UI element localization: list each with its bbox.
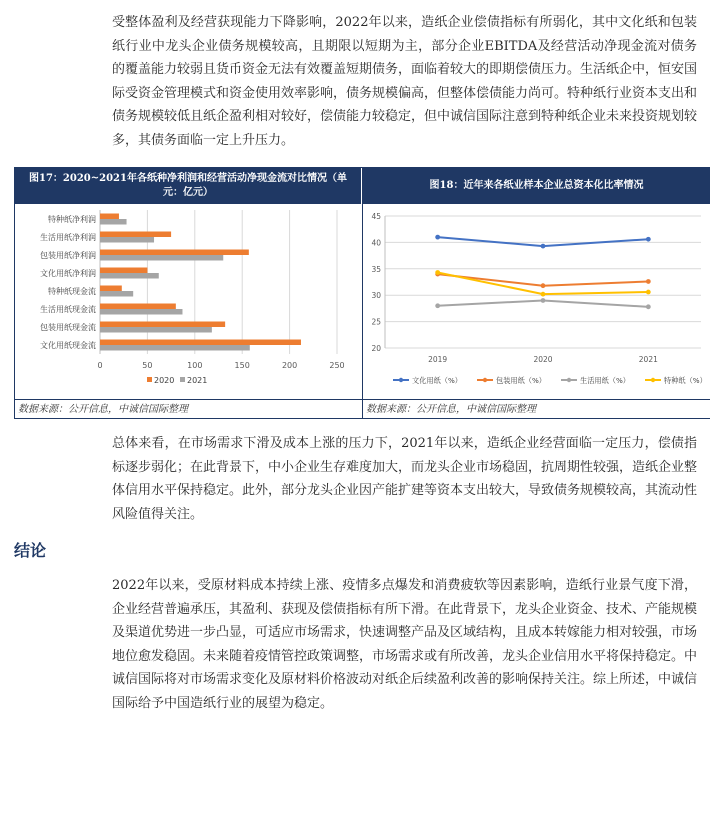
category-label: 包装用纸净利润 [40,251,96,260]
data-point [541,298,546,303]
legend-swatch [147,377,152,382]
figure18-title: 图18：近年来各纸业样本企业总资本化比率情况 [363,168,710,204]
data-point [646,304,651,309]
bar-2020 [100,250,249,256]
x-tick-label: 150 [234,361,250,370]
intro-paragraph: 受整体盈利及经营获现能力下降影响，2022年以来，造纸企业偿债指标有所弱化，其中文化纸和包装纸行业中龙头企业债务规模较高，且期限以短期为主，部分企业EBITDA及经营活动净现金流对债务的覆盖能力较弱且货币资金无法有效覆盖短期债务，面临着较大的即期偿债压力。生活纸企中，恒安国际受资金管理模式和资金使用效率影响，债务规模偏高，但整体偿债能力尚可。特种纸行业资本支出和债务规模较低且纸企盈利相对较好，偿债能力较稳定，但中诚信国际注意到特种纸企业未来投资规划较多，其债务面临一定上升压力。 [112,15,698,148]
legend-label: 包装用纸（%） [496,376,546,385]
section-heading: 结论 [14,541,47,560]
category-label: 文化用纸现金流 [40,341,96,350]
y-tick-label: 45 [371,212,381,221]
summary-paragraph: 总体来看，在市场需求下滑及成本上涨的压力下，2021年以来，造纸企业经营面临一定压力，偿债指标逐步弱化；在此背景下，中小企业生存难度加大，而龙头企业市场稳固，抗周期性较强，造纸企业整体信用水平保持稳定。此外，部分龙头企业因产能扩建等资本支出较大，导致债务规模较高，其流动性风险值得关注。 [112,436,698,522]
bar-2020 [100,232,171,238]
data-point [646,290,651,295]
data-point [541,292,546,297]
bar-2020 [100,340,301,346]
legend-swatch-marker [651,378,655,382]
x-tick-label: 50 [142,361,153,370]
conclusion-paragraph: 2022年以来，受原材料成本持续上涨、疫情多点爆发和消费疲软等因素影响，造纸行业景气度下滑，企业经营普遍承压，其盈利、获现及偿债指标有所下滑。在此背景下，龙头企业资金、技术、产能规模及渠道优势进一步凸显，可适应市场需求，快速调整产品及区域结构，且成本转嫁能力相对较强，市场地位愈发稳固。未来随着疫情管控政策调整，市场需求或有所改善，龙头企业信用水平将保持稳定。中诚信国际将对市场需求变化及原材料价格波动对纸企后续盈利改善的影响保持关注。综上所述，中诚信国际给予中国造纸行业的展望为稳定。 [112,578,698,711]
bar-2021 [100,291,133,297]
x-tick-label: 200 [281,361,298,370]
bar-2021 [100,255,223,261]
y-tick-label: 40 [371,238,381,248]
bar-2020 [100,304,176,310]
data-point [646,237,651,242]
figure17-title: 图17：2020~2021年各纸种净利润和经营活动净现金流对比情况（单元：亿元） [15,168,361,204]
category-label: 文化用纸净利润 [40,269,96,278]
x-tick-label: 100 [187,361,203,370]
bar-2020 [100,214,119,220]
figure-table [14,167,710,419]
data-point [435,270,440,275]
y-tick-label: 20 [371,344,381,353]
data-point [541,244,546,249]
bar-2021 [100,237,154,243]
bar-2021 [100,345,250,351]
legend-label: 2021 [187,376,208,385]
bar-2020 [100,322,225,328]
category-label: 特种纸净利润 [48,215,96,224]
legend-label: 特种纸（%） [664,376,707,385]
legend-label: 生活用纸（%） [580,376,630,385]
data-point [435,235,440,240]
legend-label: 2020 [154,376,175,385]
bar-2021 [100,309,182,315]
data-point [541,283,546,288]
y-tick-label: 25 [371,317,381,327]
category-label: 生活用纸现金流 [40,305,96,314]
y-tick-label: 35 [371,264,381,274]
y-tick-label: 30 [371,291,381,301]
bar-2021 [100,327,212,333]
category-label: 包装用纸现金流 [40,323,96,332]
x-tick-label: 0 [97,361,103,370]
figure18-source: 数据来源：公开信息，中诚信国际整理 [363,399,710,419]
data-point [435,303,440,308]
bar-2021 [100,219,127,225]
category-label: 生活用纸净利润 [40,233,96,242]
figure17-source: 数据来源：公开信息，中诚信国际整理 [15,399,362,419]
legend-swatch [180,377,185,382]
bar-2020 [100,286,122,292]
bar-2020 [100,268,147,274]
category-label: 特种纸现金流 [48,287,96,296]
x-tick-label: 2019 [428,355,448,364]
x-tick-label: 250 [329,361,345,370]
legend-swatch-marker [567,378,571,382]
legend-swatch-marker [399,378,403,382]
bar-2021 [100,273,159,279]
legend-label: 文化用纸（%） [412,376,462,385]
x-tick-label: 2020 [533,355,553,364]
figure18-line-chart [363,204,710,399]
data-point [646,279,651,284]
legend-swatch-marker [483,378,487,382]
figure17-bar-chart [15,204,361,399]
x-tick-label: 2021 [638,355,658,364]
